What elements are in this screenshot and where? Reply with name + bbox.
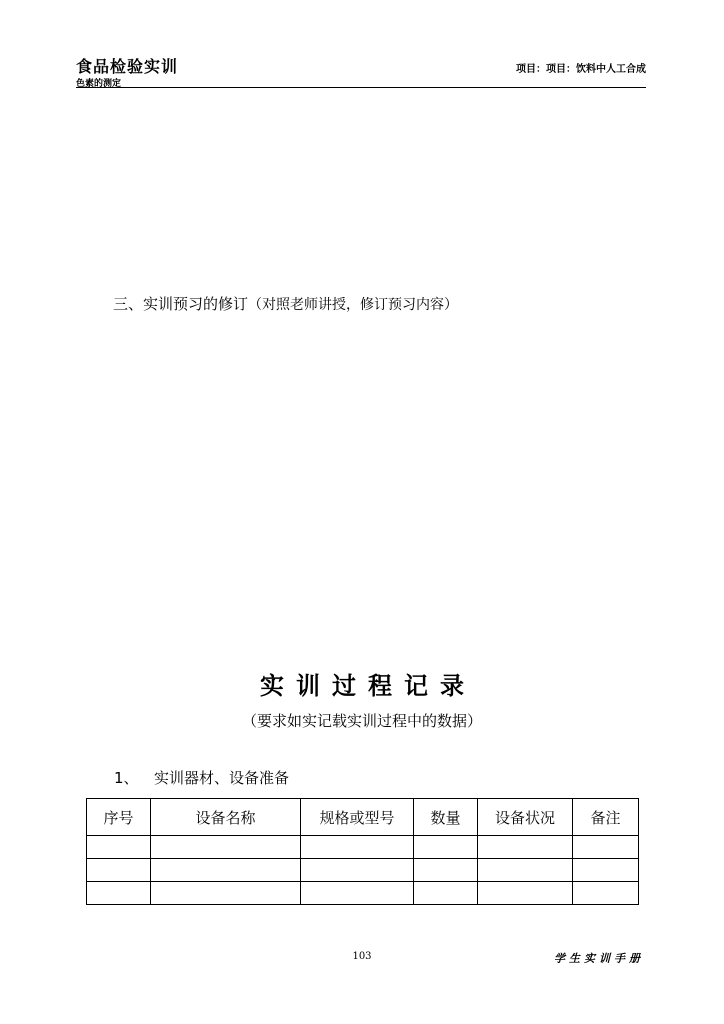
table-cell[interactable] — [151, 859, 301, 882]
equipment-heading-number: 1、 — [114, 769, 139, 787]
table-cell[interactable] — [87, 859, 151, 882]
table-row — [87, 859, 639, 882]
table-cell[interactable] — [301, 882, 414, 905]
equipment-table — [86, 798, 639, 905]
column-header: 规格或型号 — [301, 799, 414, 836]
table-cell[interactable] — [414, 859, 478, 882]
table-row — [87, 882, 639, 905]
equipment-table-header-row — [87, 799, 639, 836]
footer-label: 学生实训手册 — [554, 952, 644, 965]
table-row — [87, 836, 639, 859]
table-cell[interactable] — [573, 859, 639, 882]
header-subtitle: 色素的测定 — [76, 79, 122, 89]
table-cell[interactable] — [87, 836, 151, 859]
table-cell[interactable] — [414, 882, 478, 905]
header-divider — [76, 87, 646, 88]
column-header: 设备名称 — [151, 799, 301, 836]
header-project: 项目：项目：饮料中人工合成 — [516, 64, 646, 75]
table-cell[interactable] — [301, 859, 414, 882]
revision-section-heading — [113, 293, 458, 314]
table-cell[interactable] — [301, 836, 414, 859]
table-cell[interactable] — [151, 836, 301, 859]
table-cell[interactable] — [151, 882, 301, 905]
table-cell[interactable] — [87, 882, 151, 905]
column-header: 序号 — [87, 799, 151, 836]
table-cell[interactable] — [478, 882, 573, 905]
column-header: 备注 — [573, 799, 639, 836]
page-number: 103 — [352, 951, 372, 962]
table-cell[interactable] — [573, 836, 639, 859]
table-cell[interactable] — [573, 882, 639, 905]
equipment-heading-text: 实训器材、设备准备 — [154, 769, 290, 787]
table-cell[interactable] — [414, 836, 478, 859]
equipment-heading — [114, 767, 289, 788]
header-title: 食品检验实训 — [76, 57, 179, 76]
column-header: 设备状况 — [478, 799, 573, 836]
revision-heading-note: （对照老师讲授，修订预习内容） — [248, 297, 459, 313]
record-subtitle: （要求如实记载实训过程中的数据） — [241, 712, 482, 730]
table-cell[interactable] — [478, 836, 573, 859]
record-title: 实训过程记录 — [260, 672, 476, 700]
revision-heading-text: 三、实训预习的修订 — [113, 295, 249, 313]
column-header: 数量 — [414, 799, 478, 836]
table-cell[interactable] — [478, 859, 573, 882]
